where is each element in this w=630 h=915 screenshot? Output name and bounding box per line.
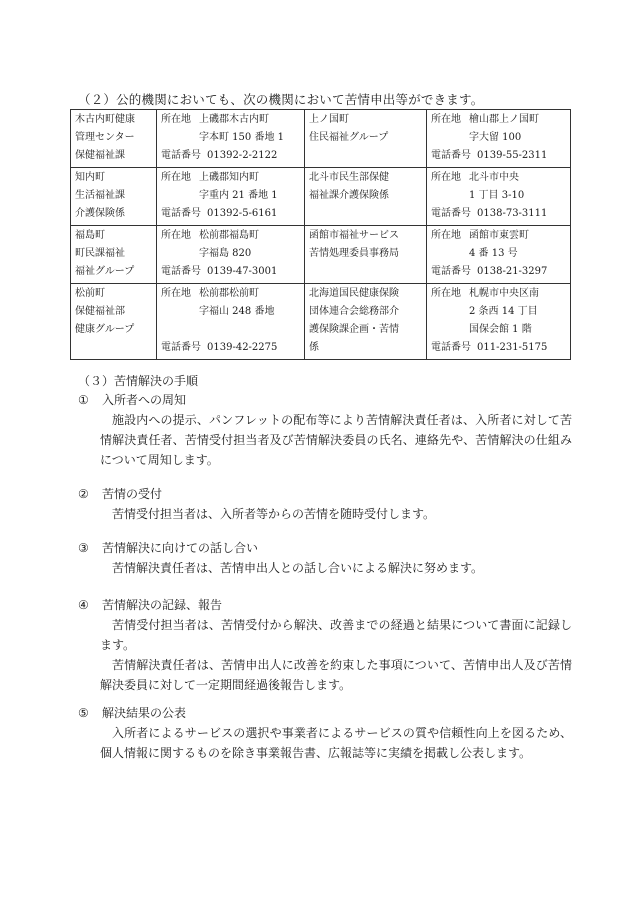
address-label: 所在地 — [161, 288, 191, 299]
office-name — [71, 284, 157, 360]
office-contact — [427, 284, 571, 360]
office-name-line: 保健福祉課 — [75, 150, 125, 161]
address-label — [431, 303, 469, 321]
step-number: ② — [78, 487, 89, 501]
step-title-text: 苦情解決に向けての話し合い — [102, 541, 259, 555]
address-line: 松前郡松前町 — [199, 288, 259, 299]
table-row — [71, 284, 571, 360]
procedure-step-title — [78, 392, 186, 408]
address-line: 上磯郡知内町 — [199, 172, 259, 183]
office-name-line: 福祉課介護保険係 — [309, 190, 389, 201]
address-label: 所在地 — [431, 172, 461, 183]
phone-label: 電話番号 — [161, 266, 201, 277]
office-contact — [427, 168, 571, 226]
address-line: 字福島 820 — [199, 248, 252, 259]
procedure-step-text: 入所者によるサービスの選択や事業者によるサービスの質や信頼性向上を図るため、個人情報に関するものを除き事業報告書、広報誌等に実績を掲載し公表します。 — [100, 726, 572, 760]
address-label: 所在地 — [431, 230, 461, 241]
phone-line — [161, 147, 301, 165]
address-line: 字福山 248 番地 — [199, 306, 275, 317]
office-name-line: 団体連合会総務部介 — [309, 306, 399, 317]
address-line: 函館市東雲町 — [469, 230, 529, 241]
office-name-line: 函館市福祉サービス — [309, 230, 399, 241]
address-line: 4 番 13 号 — [469, 248, 518, 259]
address-line: 字大留 100 — [469, 132, 522, 143]
office-name — [71, 110, 157, 168]
procedure-step-title — [78, 540, 258, 556]
phone-line — [431, 263, 567, 281]
address-line: 北斗市中央 — [469, 172, 519, 183]
phone-label: 電話番号 — [161, 208, 201, 219]
address-label — [161, 187, 199, 205]
address-line: 上磯郡木古内町 — [199, 114, 269, 125]
address-label: 所在地 — [161, 114, 191, 125]
procedure-step-title — [78, 597, 222, 613]
office-name-line: 生活福祉課 — [75, 190, 125, 201]
phone-line — [431, 205, 567, 223]
office-contact — [427, 226, 571, 284]
address-line: 檜山郡上ノ国町 — [469, 114, 539, 125]
office-name — [305, 284, 427, 360]
step-number: ① — [78, 393, 89, 407]
office-contact — [157, 168, 305, 226]
office-name — [71, 168, 157, 226]
address-label: 所在地 — [161, 230, 191, 241]
table-row — [71, 168, 571, 226]
address-line: 国保会館 1 階 — [469, 324, 532, 335]
phone-label: 電話番号 — [431, 208, 471, 219]
phone-line — [161, 263, 301, 281]
office-name — [305, 226, 427, 284]
phone-number: 0139-55-2311 — [477, 150, 548, 161]
office-name-line: 松前町 — [75, 288, 105, 299]
address-label: 所在地 — [161, 172, 191, 183]
procedure-step-title — [78, 486, 162, 502]
address-line: 字重内 21 番地 1 — [199, 190, 278, 201]
address-line: 松前郡福島町 — [199, 230, 259, 241]
phone-label: 電話番号 — [161, 342, 201, 353]
step-number: ③ — [78, 541, 89, 555]
office-name-line: 福祉グループ — [75, 266, 135, 277]
phone-label: 電話番号 — [431, 266, 471, 277]
phone-number: 0138-21-3297 — [477, 266, 548, 277]
office-name-line: 住民福祉グループ — [309, 132, 389, 143]
office-name-line: 町民課福祉 — [75, 248, 125, 259]
step-title-text: 苦情解決の記録、報告 — [102, 598, 223, 612]
office-name-line: 苦情処理委員事務局 — [309, 248, 399, 259]
address-line: 1 丁目 3-10 — [469, 190, 525, 201]
address-label: 所在地 — [431, 288, 461, 299]
office-name — [305, 168, 427, 226]
procedure-step-text: 苦情解決責任者は、苦情申出人との話し合いによる解決に努めます。 — [112, 561, 484, 575]
office-name-line: 北海道国民健康保険 — [309, 288, 399, 299]
phone-line — [431, 147, 567, 165]
phone-line — [431, 339, 567, 357]
section3-heading: （３）苦情解決の手順 — [78, 374, 199, 388]
address-label — [161, 129, 199, 147]
address-label — [431, 129, 469, 147]
address-label — [161, 245, 199, 263]
office-name — [305, 110, 427, 168]
complaint-office-table — [70, 109, 571, 360]
section2-heading: （２）公的機関においても、次の機関において苦情申出等ができます。 — [78, 92, 484, 107]
phone-number: 0139-47-3001 — [207, 266, 278, 277]
phone-number: 0139-42-2275 — [207, 342, 278, 353]
procedure-step-text: 苦情受付担当者は、入所者等からの苦情を随時受付します。 — [112, 507, 436, 521]
address-label — [431, 187, 469, 205]
office-name — [71, 226, 157, 284]
office-name-line: 係 — [309, 342, 319, 353]
procedure-step-text: 苦情受付担当者は、苦情受付から解決、改善までの経過と結果について書面に記録します。 — [100, 618, 572, 652]
office-name-line: 北斗市民生部保健 — [309, 172, 389, 183]
phone-number: 0138-73-3111 — [477, 208, 548, 219]
address-line: 2 条西 14 丁目 — [469, 306, 538, 317]
office-name-line: 介護保険係 — [75, 208, 125, 219]
phone-number: 011-231-5175 — [477, 342, 548, 353]
step-number: ⑤ — [78, 706, 89, 720]
spacer — [161, 321, 301, 339]
office-contact — [427, 110, 571, 168]
address-label — [431, 245, 469, 263]
office-name-line: 福島町 — [75, 230, 105, 241]
office-contact — [157, 110, 305, 168]
table-row — [71, 110, 571, 168]
office-name-line: 保健福祉部 — [75, 306, 125, 317]
address-line: 字本町 150 番地 1 — [199, 132, 284, 143]
phone-line — [161, 339, 301, 357]
office-name-line: 管理センター — [75, 132, 135, 143]
office-name-line: 護保険課企画・苦情 — [309, 324, 399, 335]
phone-line — [161, 205, 301, 223]
phone-number: 01392-2-2122 — [207, 150, 278, 161]
office-name-line: 木古内町健康 — [75, 114, 135, 125]
office-name-line: 知内町 — [75, 172, 105, 183]
procedure-step-text: 施設内への提示、パンフレットの配布等により苦情解決責任者は、入所者に対して苦情解決責任者、苦情受付担当者及び苦情解決委員の氏名、連絡先や、苦情解決の仕組みについて周知します。 — [100, 413, 572, 467]
step-title-text: 解決結果の公表 — [102, 706, 187, 720]
address-label — [431, 321, 469, 339]
step-title-text: 苦情の受付 — [102, 487, 163, 501]
phone-label: 電話番号 — [431, 342, 471, 353]
office-contact — [157, 284, 305, 360]
office-name-line: 上ノ国町 — [309, 114, 349, 125]
procedure-step-title — [78, 705, 186, 721]
phone-label: 電話番号 — [161, 150, 201, 161]
phone-number: 01392-5-6161 — [207, 208, 278, 219]
office-name-line: 健康グループ — [75, 324, 135, 335]
phone-label: 電話番号 — [431, 150, 471, 161]
table-row — [71, 226, 571, 284]
office-contact — [157, 226, 305, 284]
address-line: 札幌市中央区南 — [469, 288, 539, 299]
procedure-step-text: 苦情解決責任者は、苦情申出人に改善を約束した事項について、苦情申出人及び苦情解決委員に対して一定期間経過後報告します。 — [100, 658, 572, 692]
address-label: 所在地 — [431, 114, 461, 125]
step-title-text: 入所者への周知 — [102, 393, 187, 407]
address-label — [161, 303, 199, 321]
step-number: ④ — [78, 598, 89, 612]
